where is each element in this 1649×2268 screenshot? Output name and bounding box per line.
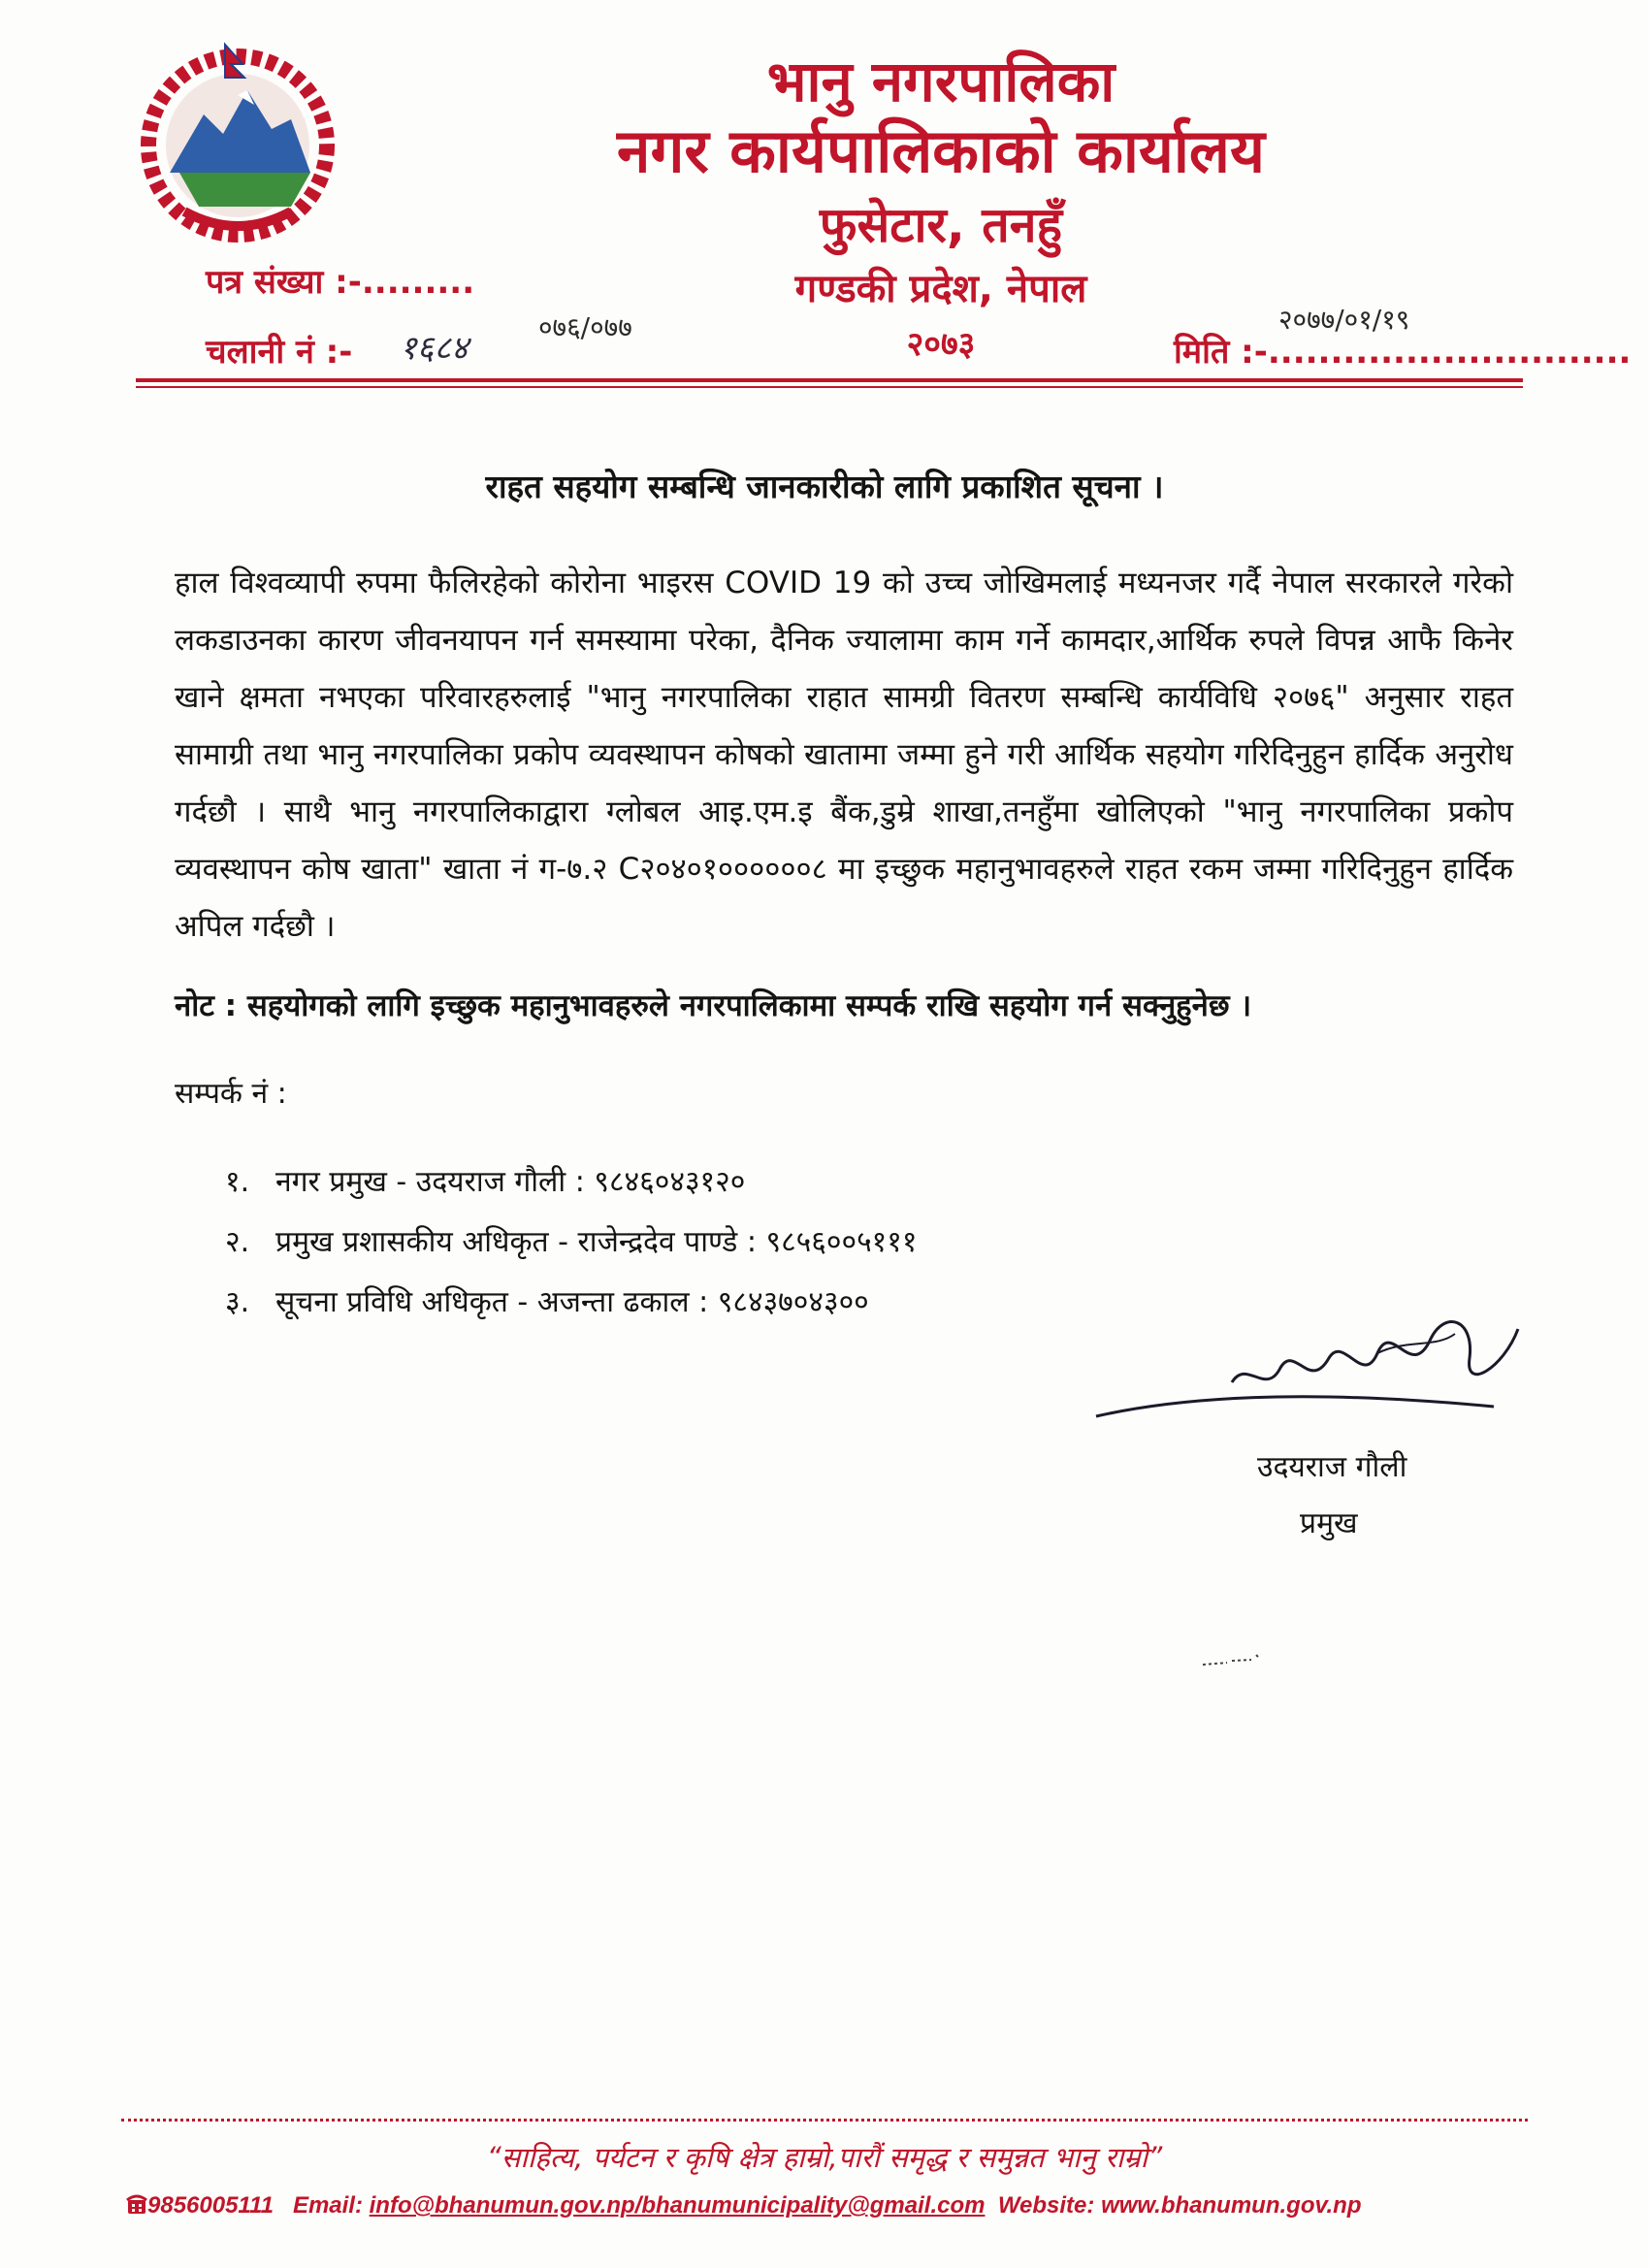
- chalani-label: चलानी नं :-: [206, 333, 353, 372]
- notice-note: नोट : सहयोगको लागि इच्छुक महानुभावहरुले नगरपालिकामा सम्पर्क राखि सहयोग गर्न सक्नुहुनेछ ।: [175, 988, 1252, 1023]
- signatory-title: प्रमुख: [1300, 1507, 1358, 1540]
- contact-item: [225, 1152, 917, 1213]
- contact-number: १.: [225, 1165, 250, 1199]
- contact-list: [225, 1152, 917, 1333]
- header-rule-thin: [136, 386, 1523, 388]
- phone-icon: [126, 2192, 147, 2216]
- office-name-line2: नगर कार्यपालिकाको कार्यालय: [617, 115, 1265, 186]
- footer-website-label: Website:: [997, 2192, 1095, 2219]
- office-name-line1: भानु नगरपालिका: [766, 49, 1116, 114]
- footer-rule: [121, 2119, 1528, 2122]
- header-rule: [136, 378, 1523, 382]
- contact-number: २.: [225, 1225, 250, 1259]
- notice-paragraph: हाल विश्वव्यापी रुपमा फैलिरहेको कोरोना भाइरस COVID 19 को उच्च जोखिमलाई मध्यनजर गर्दै नेपाल सरकारले गरेको लकडाउनका कारण जीवनयापन गर्न समस्यामा परेका, दैनिक ज्यालामा काम गर्ने कामदार,आर्थिक रुपले विपन्न आफै किनेर खाने क्षमता नभएका परिवारहरुलाई "भानु नगरपालिका राहात सामग्री वितरण सम्बन्धि कार्यविधि २०७६" अनुसार राहत सामाग्री तथा भानु नगरपालिका प्रकोप व्यवस्थापन कोषको खातामा जम्मा हुने गरी आर्थिक सहयोग गरिदिनुहुन हार्दिक अनुरोध गर्दछौ । साथै भानु नगरपालिकाद्वारा ग्लोबल आइ.एम.इ बैंक,डुम्रे शाखा,तनहुँमा खोलिएको "भानु नगरपालिका प्रकोप व्यवस्थापन कोष खाता" खाता नं ग-७.२ C२०४०१००००००८ मा इच्छुक महानुभावहरुले राहत रकम जम्मा गरिदिनुहुन हार्दिक अपिल गर्दछौ ।: [175, 566, 1513, 944]
- contact-number: ३.: [225, 1285, 250, 1319]
- footer-email-link[interactable]: info@bhanumun.gov.np/bhanumunicipality@gmail.com: [369, 2192, 986, 2219]
- office-address: फुसेटार, तनहुँ: [819, 197, 1063, 253]
- footer-email-label: Email:: [292, 2192, 363, 2219]
- miti-label: मिति :-.............................: [1174, 333, 1632, 372]
- footer-motto: “साहित्य, पर्यटन र कृषि क्षेत्र हाम्रो,पारौं समृद्ध र समुन्नत भानु राम्रो”: [486, 2141, 1163, 2174]
- footer-contact-line: [126, 2192, 1542, 2219]
- footer-phone: 9856005111: [147, 2192, 274, 2219]
- footer-website-link[interactable]: www.bhanumun.gov.np: [1101, 2192, 1362, 2219]
- notice-title: राहत सहयोग सम्बन्धि जानकारीको लागि प्रकाशित सूचना ।: [485, 468, 1164, 505]
- contact-text: प्रमुख प्रशासकीय अधिकृत - राजेन्द्रदेव पाण्डे : ९८५६००५१११: [275, 1225, 918, 1259]
- patra-sankhya-value: ०७६/०७७: [538, 311, 632, 343]
- miti-value: २०७७/०१/१९: [1278, 304, 1410, 336]
- contact-item: [225, 1273, 917, 1333]
- chalani-value: १६८४: [400, 329, 469, 368]
- contact-text: सूचना प्रविधि अधिकृत - अजन्ता ढकाल : ९८४३७०४३००: [275, 1285, 869, 1319]
- contact-label: सम्पर्क नं :: [175, 1077, 287, 1111]
- ink-speck: [1198, 1651, 1266, 1670]
- signatory-name: उदयराज गौली: [1257, 1450, 1407, 1484]
- contact-item: [225, 1213, 917, 1273]
- handwritten-signature: [1086, 1300, 1591, 1445]
- contact-text: नगर प्रमुख - उदयराज गौली : ९८४६०४३१२०: [275, 1165, 746, 1199]
- established-year: २०७३: [906, 325, 976, 364]
- province-line: गण्डकी प्रदेश, नेपाल: [794, 267, 1087, 311]
- patra-sankhya-label: पत्र संख्या :-.........: [206, 263, 475, 302]
